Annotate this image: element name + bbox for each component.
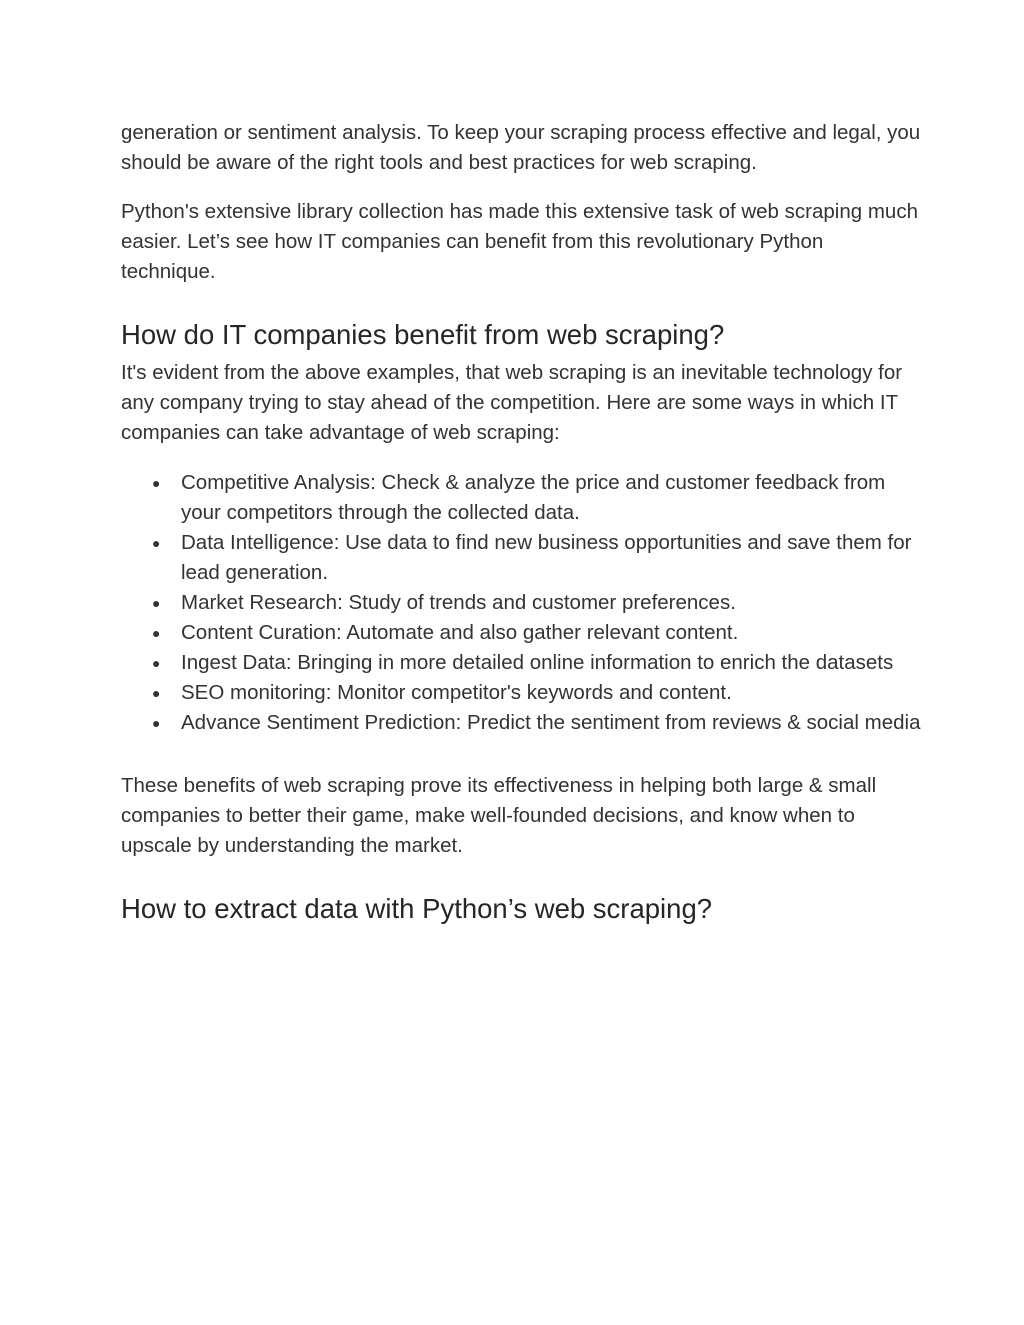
intro-paragraph: generation or sentiment analysis. To keep your scraping process effective and legal, you should be aware of the right tools and best practices for web scraping. xyxy=(121,121,921,174)
list-item xyxy=(121,618,921,648)
list-item-text: Content Curation: Automate and also gather relevant content. xyxy=(181,621,739,644)
list-item-text: Market Research: Study of trends and customer preferences. xyxy=(181,591,736,614)
list-item xyxy=(121,588,921,618)
list-item xyxy=(121,708,921,738)
bullet-icon: ● xyxy=(152,595,161,611)
bullet-icon: ● xyxy=(152,535,161,551)
bullet-icon: ● xyxy=(152,715,161,731)
list-item xyxy=(121,468,921,528)
benefits-heading: How do IT companies benefit from web scraping? xyxy=(121,319,725,350)
document-body xyxy=(121,118,921,937)
list-item xyxy=(121,648,921,678)
list-item xyxy=(121,678,921,708)
python-library-paragraph: Python's extensive library collection has made this extensive task of web scraping much easier. Let’s see how IT companies can benefit from this revolutionary Python technique. xyxy=(121,200,918,283)
list-item-text: Ingest Data: Bringing in more detailed online information to enrich the datasets xyxy=(181,651,894,674)
bullet-icon: ● xyxy=(152,655,161,671)
extract-heading: How to extract data with Python’s web scraping? xyxy=(121,893,713,924)
list-item-text: Data Intelligence: Use data to find new business opportunities and save them for lead generation. xyxy=(181,531,912,584)
bullet-icon: ● xyxy=(152,685,161,701)
benefits-intro-paragraph: It's evident from the above examples, that web scraping is an inevitable technology for any company trying to stay ahead of the competition. Here are some ways in which IT companies can take advantage of web scraping: xyxy=(121,361,903,444)
list-item xyxy=(121,528,921,588)
list-item-text: Advance Sentiment Prediction: Predict the sentiment from reviews & social media xyxy=(181,711,921,734)
list-item-text: SEO monitoring: Monitor competitor's keywords and content. xyxy=(181,681,732,704)
bullet-icon: ● xyxy=(152,625,161,641)
benefits-list xyxy=(121,468,921,738)
bullet-icon: ● xyxy=(152,475,161,491)
list-item-text: Competitive Analysis: Check & analyze the price and customer feedback from your competitors through the collected data. xyxy=(181,471,886,524)
benefits-summary-paragraph: These benefits of web scraping prove its effectiveness in helping both large & small companies to better their game, make well-founded decisions, and know when to upscale by understanding the market. xyxy=(121,774,877,857)
